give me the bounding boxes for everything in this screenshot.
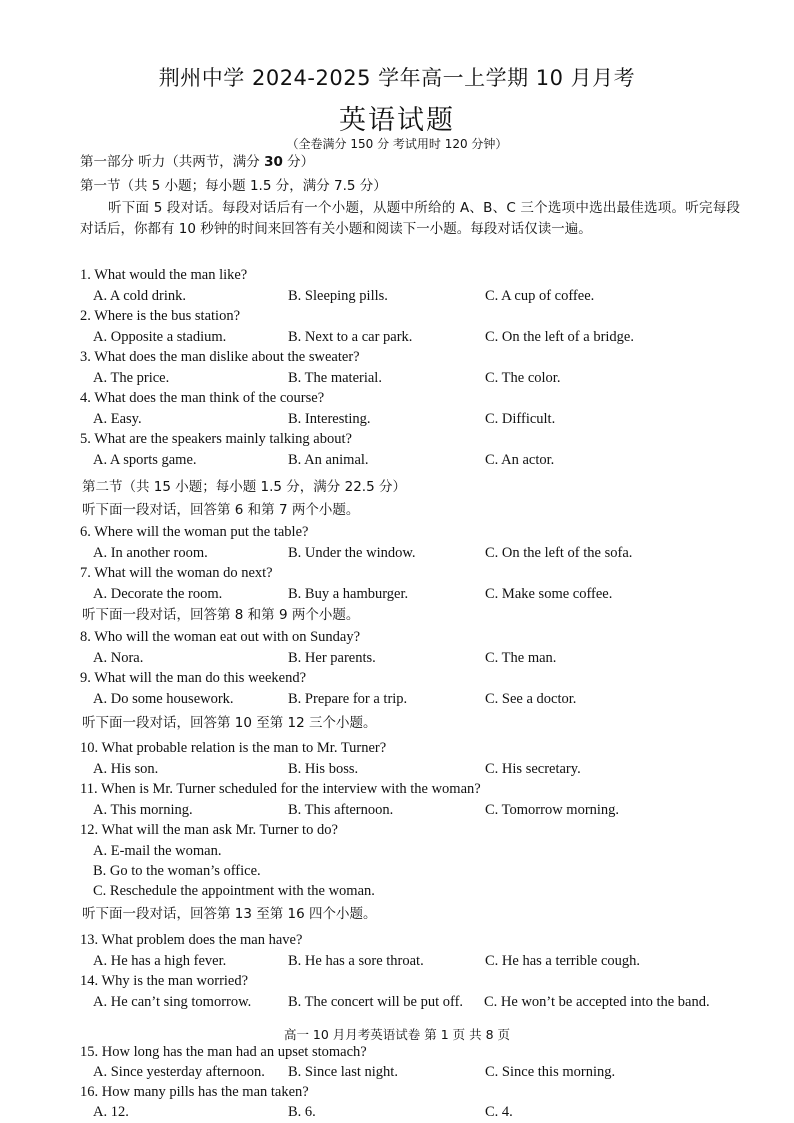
q4-option-a: A. Easy. <box>93 411 142 427</box>
q14-option-c: C. He won’t be accepted into the band. <box>484 994 710 1010</box>
q1-option-c: C. A cup of coffee. <box>485 288 595 304</box>
q2-option-b: B. Next to a car park. <box>288 329 413 345</box>
q9-option-c: C. See a doctor. <box>485 691 577 707</box>
q1-option-b: B. Sleeping pills. <box>288 288 388 304</box>
q11-option-c: C. Tomorrow morning. <box>485 802 620 818</box>
q12-option-c: C. Reschedule the appointment with the woman. <box>93 883 375 899</box>
q9-option-b: B. Prepare for a trip. <box>288 691 408 707</box>
q13-option-a: A. He has a high fever. <box>93 953 227 969</box>
q16-option-b: B. 6. <box>288 1104 316 1120</box>
part1-title-suffix: 分） <box>282 154 315 170</box>
q6-option-b: B. Under the window. <box>288 545 416 561</box>
question-10: 10. What probable relation is the man to Mr. Turner? <box>80 740 387 756</box>
part1-title <box>80 153 314 171</box>
q11-option-a: A. This morning. <box>93 802 193 818</box>
part1-title-prefix: 第一部分 听力（共两节，满分 <box>80 154 265 170</box>
q3-option-a: A. The price. <box>93 370 170 386</box>
q10-option-b: B. His boss. <box>288 761 359 777</box>
q15-option-a: A. Since yesterday afternoon. <box>93 1064 265 1080</box>
part1-total-score: 30 <box>264 154 283 170</box>
q14-option-a: A. He can’t sing tomorrow. <box>93 994 252 1010</box>
q6-option-c: C. On the left of the sofa. <box>485 545 633 561</box>
q2-option-a: A. Opposite a stadium. <box>93 329 227 345</box>
q16-option-a: A. 12. <box>93 1104 129 1120</box>
q3-option-b: B. The material. <box>288 370 382 386</box>
q4-option-c: C. Difficult. <box>485 411 556 427</box>
question-5: 5. What are the speakers mainly talking about? <box>80 431 352 447</box>
question-9: 9. What will the man do this weekend? <box>80 670 307 686</box>
q3-option-c: C. The color. <box>485 370 561 386</box>
q15-option-b: B. Since last night. <box>288 1064 398 1080</box>
question-12: 12. What will the man ask Mr. Turner to do? <box>80 822 338 838</box>
q10-option-a: A. His son. <box>93 761 159 777</box>
exam-score-note: （全卷满分 150 分 考试用时 120 分钟） <box>286 137 508 151</box>
q4-option-b: B. Interesting. <box>288 411 371 427</box>
question-15: 15. How long has the man had an upset stomach? <box>80 1044 367 1060</box>
q16-option-c: C. 4. <box>485 1104 513 1120</box>
q7-option-c: C. Make some coffee. <box>485 586 613 602</box>
q8-option-b: B. Her parents. <box>288 650 376 666</box>
q1-option-a: A. A cold drink. <box>93 288 187 304</box>
question-3: 3. What does the man dislike about the sweater? <box>80 349 360 365</box>
q14-option-b: B. The concert will be put off. <box>288 994 464 1010</box>
q12-option-a: A. E-mail the woman. <box>93 843 222 859</box>
q13-option-c: C. He has a terrible cough. <box>485 953 641 969</box>
question-2: 2. Where is the bus station? <box>80 308 241 324</box>
section1-instructions: 听下面 5 段对话。每段对话后有一个小题，从题中所给的 A、B、C 三个选项中选出最佳选项。听完每段对话后，你都有 10 秒钟的时间来回答有关小题和阅读下一小题。每段对话仅读一遍。 <box>80 200 740 237</box>
q6-option-a: A. In another room. <box>93 545 208 561</box>
question-8: 8. Who will the woman eat out with on Sunday? <box>80 629 361 645</box>
q10-option-c: C. His secretary. <box>485 761 581 777</box>
question-4: 4. What does the man think of the course? <box>80 390 325 406</box>
q13-option-b: B. He has a sore throat. <box>288 953 424 969</box>
direction-q8-9: 听下面一段对话，回答第 8 和第 9 两个小题。 <box>82 607 360 623</box>
q11-option-b: B. This afternoon. <box>288 802 394 818</box>
exam-subject-title: 英语试题 <box>339 105 455 136</box>
direction-q13-16: 听下面一段对话，回答第 13 至第 16 四个小题。 <box>82 906 377 922</box>
question-7: 7. What will the woman do next? <box>80 565 273 581</box>
question-11: 11. When is Mr. Turner scheduled for the interview with the woman? <box>80 781 481 797</box>
question-16: 16. How many pills has the man taken? <box>80 1084 309 1100</box>
q12-option-b: B. Go to the woman’s office. <box>93 863 261 879</box>
q8-option-a: A. Nora. <box>93 650 144 666</box>
q9-option-a: A. Do some housework. <box>93 691 234 707</box>
page-footer: 高一 10 月月考英语试卷 第 1 页 共 8 页 <box>283 1027 511 1042</box>
q5-option-b: B. An animal. <box>288 452 369 468</box>
q15-option-c: C. Since this morning. <box>485 1064 616 1080</box>
question-1: 1. What would the man like? <box>80 267 248 283</box>
direction-q6-7: 听下面一段对话，回答第 6 和第 7 两个小题。 <box>82 502 360 518</box>
q8-option-c: C. The man. <box>485 650 557 666</box>
question-6: 6. Where will the woman put the table? <box>80 524 309 540</box>
exam-title: 荆州中学 2024-2025 学年高一上学期 10 月月考 <box>158 66 636 90</box>
question-14: 14. Why is the man worried? <box>80 973 249 989</box>
q7-option-b: B. Buy a hamburger. <box>288 586 409 602</box>
question-13: 13. What problem does the man have? <box>80 932 303 948</box>
q5-option-c: C. An actor. <box>485 452 555 468</box>
direction-q10-12: 听下面一段对话，回答第 10 至第 12 三个小题。 <box>82 715 377 731</box>
section2-title: 第二节（共 15 小题；每小题 1.5 分，满分 22.5 分） <box>82 479 406 495</box>
q5-option-a: A. A sports game. <box>93 452 197 468</box>
section1-title: 第一节（共 5 小题；每小题 1.5 分，满分 7.5 分） <box>80 178 387 194</box>
q2-option-c: C. On the left of a bridge. <box>485 329 634 345</box>
q7-option-a: A. Decorate the room. <box>93 586 223 602</box>
